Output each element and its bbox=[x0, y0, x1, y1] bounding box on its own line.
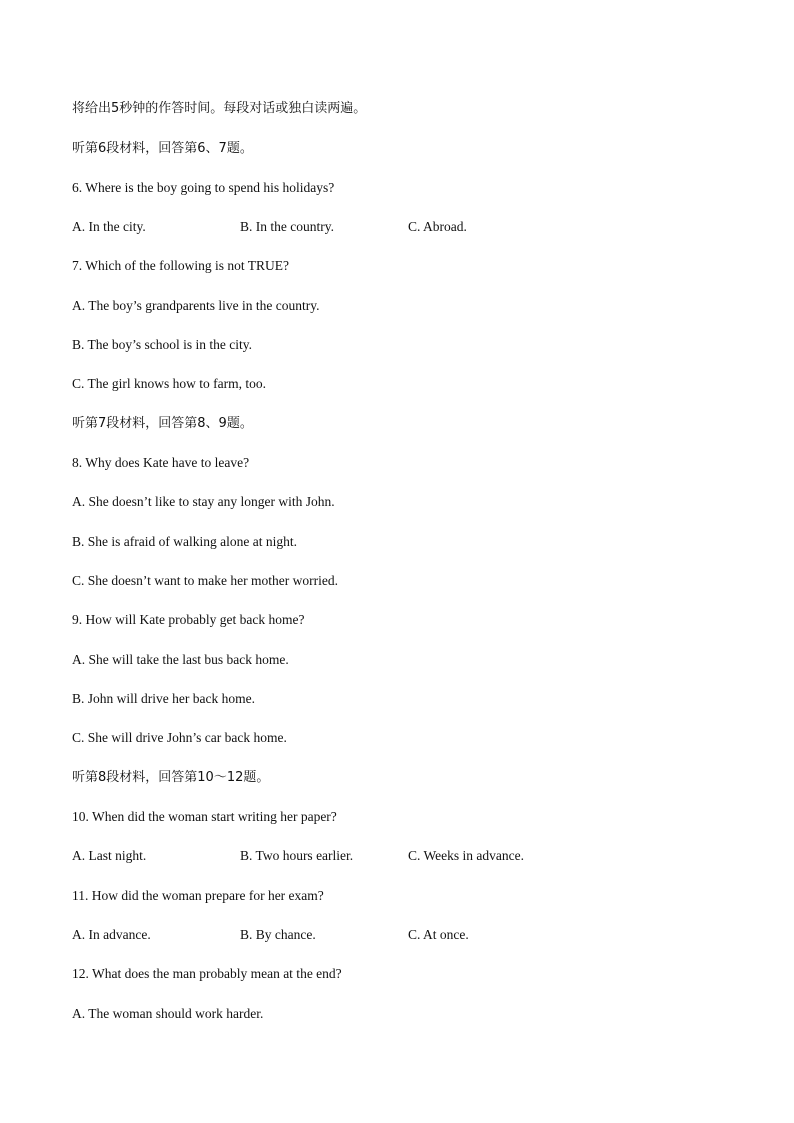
option-a: A. In advance. bbox=[72, 927, 151, 942]
section-heading-7: 听第7段材料，回答第8、9题。 bbox=[72, 416, 253, 431]
question-7-option-b: B. The boy’s school is in the city. bbox=[72, 337, 252, 352]
question-12-option-a: A. The woman should work harder. bbox=[72, 1006, 264, 1021]
question-8-option-a: A. She doesn’t like to stay any longer with John. bbox=[72, 494, 335, 509]
option-c: C. Abroad. bbox=[408, 219, 467, 234]
question-10-stem: 10. When did the woman start writing her paper? bbox=[72, 809, 337, 824]
section-heading-6: 听第6段材料，回答第6、7题。 bbox=[72, 141, 253, 156]
question-11-stem: 11. How did the woman prepare for her exam? bbox=[72, 888, 324, 903]
option-b: B. Two hours earlier. bbox=[240, 848, 354, 863]
question-8-option-c: C. She doesn’t want to make her mother worried. bbox=[72, 573, 338, 588]
question-8-stem: 8. Why does Kate have to leave? bbox=[72, 455, 250, 470]
instruction-text: 将给出5秒钟的作答时间。每段对话或独白读两遍。 bbox=[72, 101, 367, 116]
option-a: A. In the city. bbox=[72, 219, 146, 234]
question-10-options bbox=[72, 847, 672, 865]
option-b: B. In the country. bbox=[240, 219, 334, 234]
question-8-option-b: B. She is afraid of walking alone at night. bbox=[72, 534, 297, 549]
question-11-options bbox=[72, 926, 672, 944]
section-heading-8: 听第8段材料，回答第10～12题。 bbox=[72, 770, 270, 785]
question-7-option-a: A. The boy’s grandparents live in the country. bbox=[72, 298, 320, 313]
question-9-option-a: A. She will take the last bus back home. bbox=[72, 652, 289, 667]
option-b: B. By chance. bbox=[240, 927, 316, 942]
question-6-stem: 6. Where is the boy going to spend his holidays? bbox=[72, 180, 335, 195]
question-7-stem: 7. Which of the following is not TRUE? bbox=[72, 258, 289, 273]
question-9-stem: 9. How will Kate probably get back home? bbox=[72, 612, 305, 627]
question-6-options bbox=[72, 218, 672, 236]
question-12-stem: 12. What does the man probably mean at the end? bbox=[72, 966, 342, 981]
question-9-option-b: B. John will drive her back home. bbox=[72, 691, 255, 706]
question-7-option-c: C. The girl knows how to farm, too. bbox=[72, 376, 266, 391]
option-a: A. Last night. bbox=[72, 848, 147, 863]
question-9-option-c: C. She will drive John’s car back home. bbox=[72, 730, 287, 745]
option-c: C. At once. bbox=[408, 927, 469, 942]
option-c: C. Weeks in advance. bbox=[408, 848, 525, 863]
